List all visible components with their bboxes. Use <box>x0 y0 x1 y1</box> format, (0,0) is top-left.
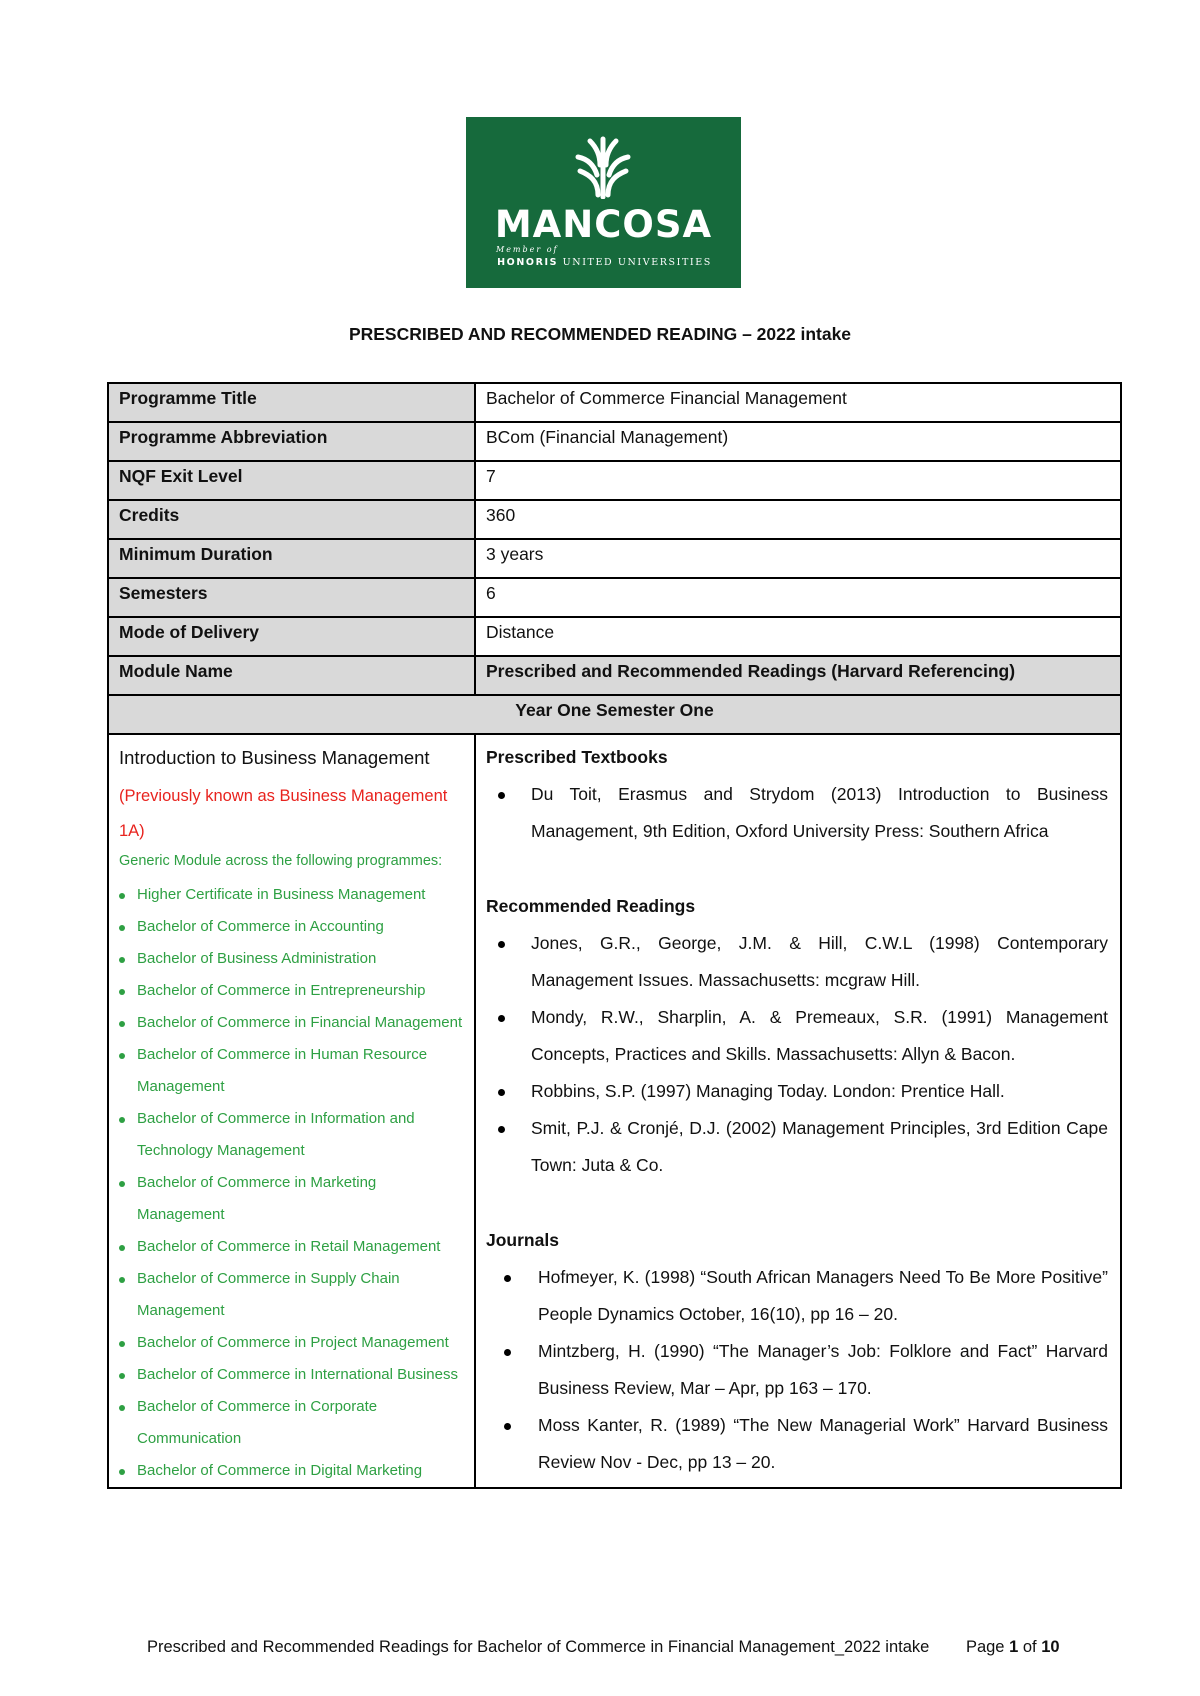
journal-item: Mintzberg, H. (1990) “The Manager’s Job: Folklore and Fact” Harvard Business Review, Mar – Apr, pp 163 – 170. <box>486 1333 1110 1407</box>
recommended-item: Jones, G.R., George, J.M. & Hill, C.W.L (1998) Contemporary Management Issues. Massachusetts: mcgraw Hill. <box>486 925 1110 999</box>
programme-item: Bachelor of Commerce in Digital Marketing <box>119 1455 464 1487</box>
programme-item: Bachelor of Commerce in Financial Management <box>119 1007 464 1039</box>
info-row <box>108 539 1121 578</box>
info-label: Minimum Duration <box>108 539 475 578</box>
page-indicator: Page 1 of 10 <box>965 1638 1060 1656</box>
module-content-row <box>108 734 1121 1488</box>
info-label: Programme Title <box>108 383 475 422</box>
programme-item: Bachelor of Commerce in Retail Management <box>119 1231 464 1263</box>
programme-item: Bachelor of Commerce in Project Management <box>119 1327 464 1359</box>
journal-item: Moss Kanter, R. (1989) “The New Managerial Work” Harvard Business Review Nov - Dec, pp 13 – 20. <box>486 1407 1110 1481</box>
mancosa-tree-icon <box>570 135 636 199</box>
programme-item: Higher Certificate in Business Management <box>119 879 464 911</box>
module-header-row <box>108 656 1121 695</box>
module-cell <box>108 734 475 1488</box>
semester-title: Year One Semester One <box>108 695 1121 734</box>
readings-cell <box>475 734 1121 1488</box>
prescribed-item: Du Toit, Erasmus and Strydom (2013) Introduction to Business Management, 9th Edition, Oxford University Press: Southern Africa <box>486 776 1110 850</box>
programme-item: Bachelor of Commerce in Accounting <box>119 911 464 943</box>
journals-list <box>486 1259 1110 1481</box>
info-row <box>108 617 1121 656</box>
info-label: Semesters <box>108 578 475 617</box>
info-label: Credits <box>108 500 475 539</box>
info-label: Programme Abbreviation <box>108 422 475 461</box>
module-readings-heading: Prescribed and Recommended Readings (Harvard Referencing) <box>475 656 1121 695</box>
module-name: Introduction to Business Management <box>119 747 430 768</box>
programme-info-table <box>107 382 1122 1489</box>
info-row <box>108 422 1121 461</box>
programme-item: Bachelor of Commerce in Corporate Communication <box>119 1391 464 1455</box>
info-value: BCom (Financial Management) <box>475 422 1121 461</box>
programme-item: Bachelor of Commerce in Supply Chain Management <box>119 1263 464 1327</box>
recommended-item: Smit, P.J. & Cronjé, D.J. (2002) Management Principles, 3rd Edition Cape Town: Juta & Co. <box>486 1110 1110 1184</box>
info-row <box>108 500 1121 539</box>
module-name-label: Module Name <box>108 656 475 695</box>
info-value: Bachelor of Commerce Financial Management <box>475 383 1121 422</box>
logo-member-text: Member of <box>496 245 559 254</box>
info-value: 7 <box>475 461 1121 500</box>
programme-item: Bachelor of Commerce in Human Resource Management <box>119 1039 464 1103</box>
programme-item: Bachelor of Business Administration <box>119 943 464 975</box>
journal-item: Hofmeyer, K. (1998) “South African Managers Need To Be More Positive” People Dynamics October, 16(10), pp 16 – 20. <box>486 1259 1110 1333</box>
generic-module-note: Generic Module across the following programmes: <box>119 853 443 869</box>
journals-heading: Journals <box>486 1230 559 1250</box>
programme-item: Bachelor of Commerce in Information and Technology Management <box>119 1103 464 1167</box>
info-row <box>108 578 1121 617</box>
recommended-item: Robbins, S.P. (1997) Managing Today. London: Prentice Hall. <box>486 1073 1110 1110</box>
programme-item: Bachelor of Commerce in Entrepreneurship <box>119 975 464 1007</box>
logo-honoris-text: HONORIS UNITED UNIVERSITIES <box>497 257 712 268</box>
prescribed-heading: Prescribed Textbooks <box>486 747 668 767</box>
page-footer <box>147 1638 1060 1657</box>
info-value: Distance <box>475 617 1121 656</box>
prescribed-list <box>486 776 1110 850</box>
programme-list <box>119 879 464 1487</box>
mancosa-logo <box>466 117 741 288</box>
document-title: PRESCRIBED AND RECOMMENDED READING – 2022 intake <box>348 324 852 344</box>
info-value: 3 years <box>475 539 1121 578</box>
recommended-item: Mondy, R.W., Sharplin, A. & Premeaux, S.R. (1991) Management Concepts, Practices and Skills. Massachusetts: Allyn & Bacon. <box>486 999 1110 1073</box>
info-value: 6 <box>475 578 1121 617</box>
semester-row <box>108 695 1121 734</box>
info-value: 360 <box>475 500 1121 539</box>
footer-text: Prescribed and Recommended Readings for Bachelor of Commerce in Financial Management_2022 intake <box>147 1638 930 1656</box>
previous-name-note: (Previously known as Business Management 1A) <box>119 787 448 840</box>
info-label: NQF Exit Level <box>108 461 475 500</box>
info-row <box>108 383 1121 422</box>
recommended-heading: Recommended Readings <box>486 896 696 916</box>
programme-item: Bachelor of Commerce in International Business <box>119 1359 464 1391</box>
logo-brand: MANCOSA <box>494 203 713 246</box>
info-row <box>108 461 1121 500</box>
info-label: Mode of Delivery <box>108 617 475 656</box>
recommended-list <box>486 925 1110 1184</box>
programme-item: Bachelor of Commerce in Marketing Management <box>119 1167 464 1231</box>
